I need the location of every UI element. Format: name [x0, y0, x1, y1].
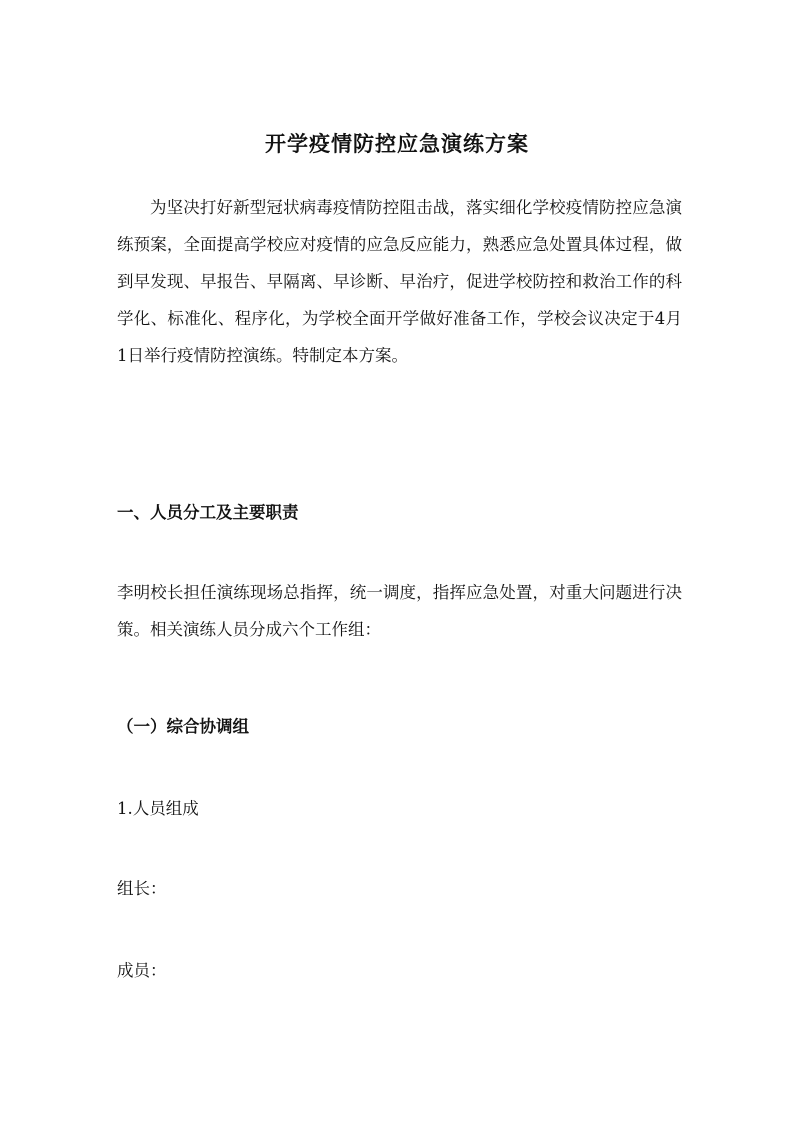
subsection-heading-1: （一）综合协调组: [117, 717, 249, 736]
leader-label: 组长：: [117, 879, 167, 898]
section-heading-1: 一、人员分工及主要职责: [117, 503, 299, 522]
members-label: 成员：: [117, 961, 167, 980]
document-title: 开学疫情防控应急演练方案: [265, 131, 529, 156]
item-personnel-composition: 1.人员组成: [117, 799, 199, 818]
section-paragraph-1: 李明校长担任演练现场总指挥，统一调度，指挥应急处置，对重大问题进行决策。相关演练人员分成六个工作组：: [117, 583, 682, 639]
intro-paragraph: 为坚决打好新型冠状病毒疫情防控阻击战，落实细化学校疫情防控应急演练预案，全面提高学校应对疫情的应急反应能力，熟悉应急处置具体过程，做到早发现、早报告、早隔离、早诊断、早治疗，促进学校防控和救治工作的科学化、标准化、程序化，为学校全面开学做好准备工作，学校会议决定于4月1日举行疫情防控演练。特制定本方案。: [117, 198, 682, 365]
